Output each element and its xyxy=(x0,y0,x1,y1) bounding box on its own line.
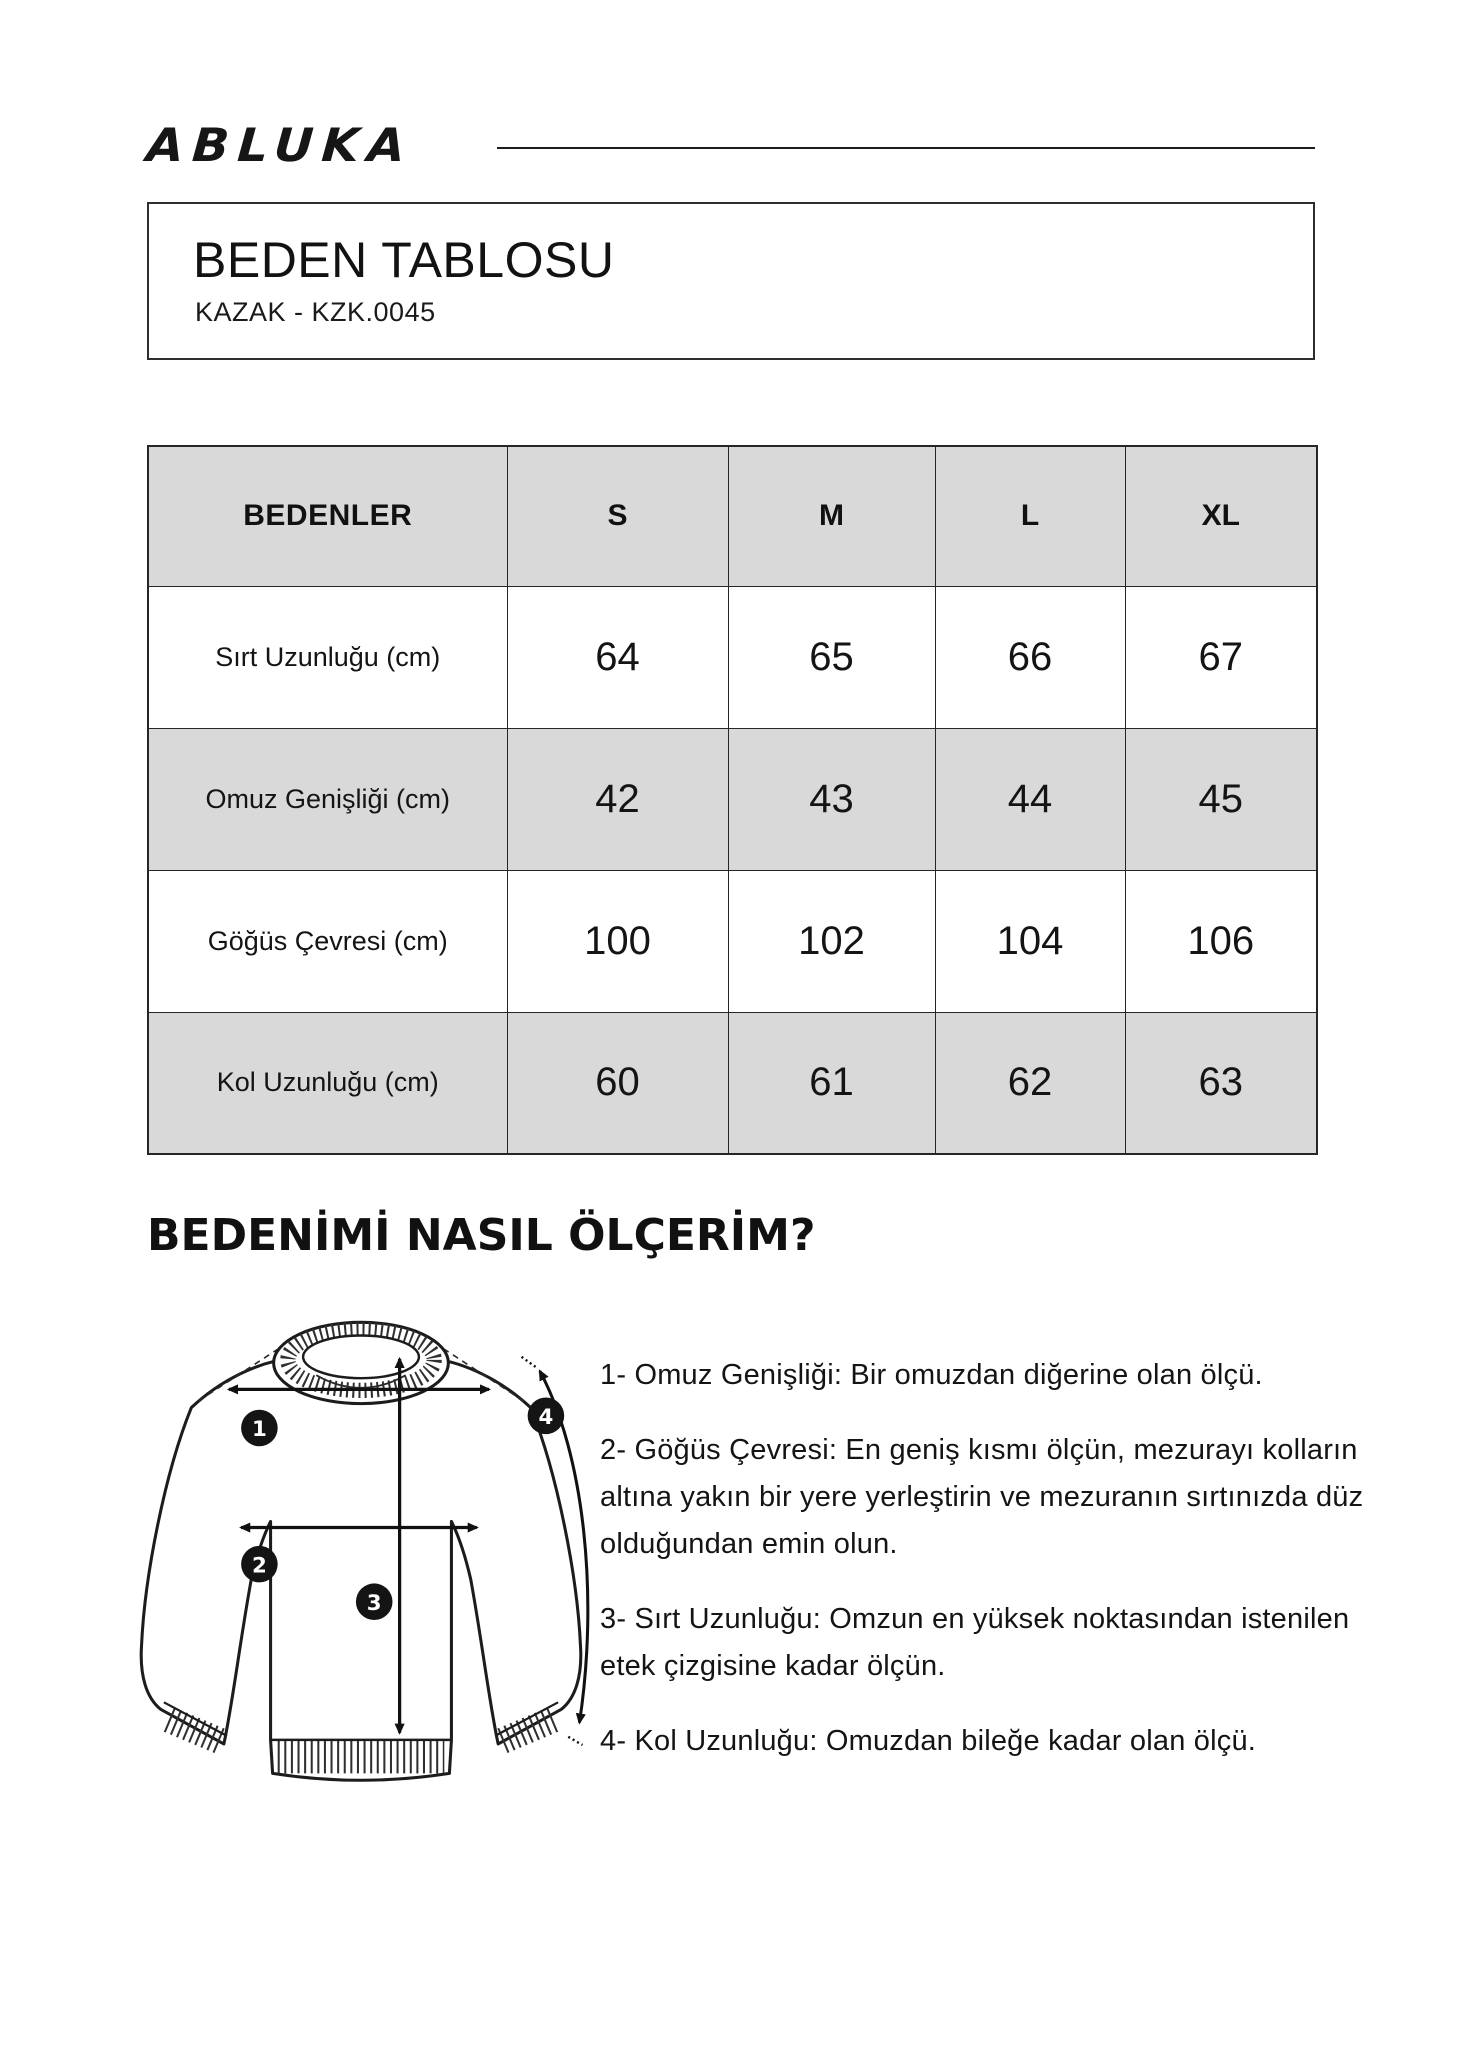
column-header-sizes: BEDENLER xyxy=(148,446,507,586)
brand-logo: ABLUKA xyxy=(144,118,416,172)
size-value: 61 xyxy=(728,1012,935,1154)
svg-text:4: 4 xyxy=(538,1404,554,1430)
size-value: 44 xyxy=(935,728,1125,870)
measurement-instructions xyxy=(600,1352,1390,1793)
instruction-paragraph: 2- Göğüs Çevresi: En geniş kısmı ölçün, mezurayı kolların altına yakın bir yere yerleştirin ve mezuranın sırtınızda düz olduğundan emin olun. xyxy=(600,1433,1364,1560)
sweater-outline xyxy=(141,1361,581,1780)
row-label: Omuz Genişliği (cm) xyxy=(148,728,507,870)
marker-2 xyxy=(241,1546,278,1583)
instruction-paragraph: 4- Kol Uzunluğu: Omuzdan bileğe kadar olan ölçü. xyxy=(600,1724,1257,1757)
svg-text:2: 2 xyxy=(251,1553,267,1579)
marker-4 xyxy=(528,1398,565,1435)
size-value: 104 xyxy=(935,870,1125,1012)
size-value: 45 xyxy=(1125,728,1317,870)
instruction-paragraph: 1- Omuz Genişliği: Bir omuzdan diğerine olan ölçü. xyxy=(600,1359,1263,1391)
size-value: 66 xyxy=(935,586,1125,728)
column-header-s: S xyxy=(507,446,728,586)
page-title: BEDEN TABLOSU xyxy=(193,232,615,288)
svg-text:1: 1 xyxy=(251,1417,267,1443)
size-table xyxy=(147,445,1318,1155)
collar-opening xyxy=(303,1336,419,1379)
size-value: 64 xyxy=(507,586,728,728)
header-rule xyxy=(497,147,1315,149)
size-value: 43 xyxy=(728,728,935,870)
table-row xyxy=(148,586,1317,728)
sleeve-arrow-dotted-bottom xyxy=(568,1737,582,1745)
marker-3 xyxy=(356,1583,393,1620)
product-code: KAZAK - KZK.0045 xyxy=(195,297,436,327)
table-header-row xyxy=(148,446,1317,586)
size-value: 102 xyxy=(728,870,935,1012)
column-header-xl: XL xyxy=(1125,446,1317,586)
size-value: 67 xyxy=(1125,586,1317,728)
marker-1 xyxy=(241,1410,278,1447)
size-value: 106 xyxy=(1125,870,1317,1012)
column-header-l: L xyxy=(935,446,1125,586)
row-label: Göğüs Çevresi (cm) xyxy=(148,870,507,1012)
title-box xyxy=(147,202,1315,360)
sweater-diagram xyxy=(118,1302,604,1810)
how-to-heading: BEDENİMİ NASIL ÖLÇERİM? xyxy=(147,1210,816,1261)
svg-text:3: 3 xyxy=(366,1590,382,1616)
size-value: 65 xyxy=(728,586,935,728)
table-row xyxy=(148,870,1317,1012)
table-row xyxy=(148,728,1317,870)
row-label: Sırt Uzunluğu (cm) xyxy=(148,586,507,728)
row-label: Kol Uzunluğu (cm) xyxy=(148,1012,507,1154)
size-value: 63 xyxy=(1125,1012,1317,1154)
size-value: 60 xyxy=(507,1012,728,1154)
instruction-paragraph: 3- Sırt Uzunluğu: Omzun en yüksek noktasından istenilen etek çizgisine kadar ölçün. xyxy=(600,1602,1350,1682)
table-row xyxy=(148,1012,1317,1154)
size-value: 62 xyxy=(935,1012,1125,1154)
column-header-m: M xyxy=(728,446,935,586)
sleeve-arrow-dotted-top xyxy=(522,1357,536,1367)
size-value: 100 xyxy=(507,870,728,1012)
size-value: 42 xyxy=(507,728,728,870)
